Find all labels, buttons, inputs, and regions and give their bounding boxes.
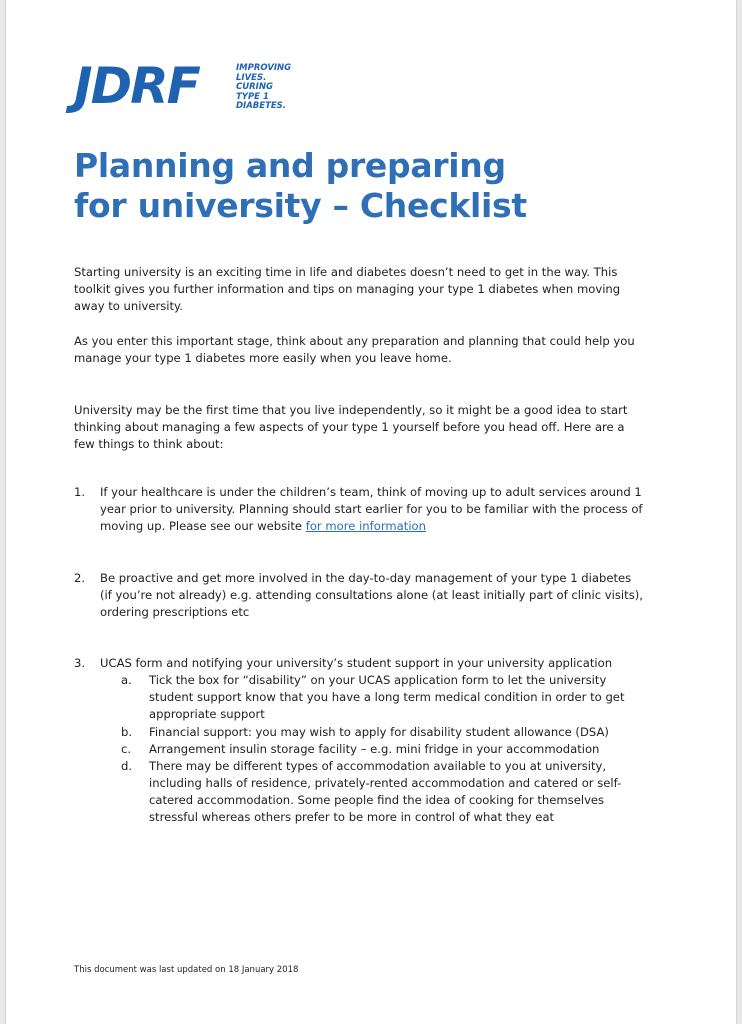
text-line: catered accommodation. Some people find the idea of cooking for themselves — [149, 793, 605, 807]
text-line: University may be the first time that you live independently, so it might be a good idea to start — [74, 403, 628, 417]
item-letter: b. — [121, 725, 133, 739]
sub-list-item — [121, 741, 661, 758]
page-title — [74, 146, 527, 226]
item-number: 1. — [74, 485, 86, 499]
tagline-line: TYPE 1 — [236, 91, 269, 102]
item-letter: d. — [121, 759, 133, 773]
text-line: UCAS form and notifying your university’s student support in your university application — [100, 656, 613, 670]
list-item — [74, 484, 674, 535]
tagline-line: DIABETES. — [236, 101, 287, 112]
item-number: 2. — [74, 571, 86, 585]
text-line: Tick the box for “disability” on your UCAS application form to let the university — [149, 673, 607, 687]
logo-tagline — [236, 64, 291, 112]
text-line: ordering prescriptions etc — [100, 605, 250, 619]
text-line: manage your type 1 diabetes more easily when you leave home. — [74, 351, 452, 365]
tagline-line: IMPROVING — [236, 63, 292, 73]
list-item — [74, 655, 674, 672]
text-line: (if you’re not already) e.g. attending consultations alone (at least initially part of clinic visits), — [100, 588, 643, 602]
tagline-line: CURING — [236, 82, 273, 93]
text-line: Arrangement insulin storage facility – e.g. mini fridge in your accommodation — [149, 742, 600, 756]
item-letter: c. — [121, 742, 132, 756]
text-line — [100, 518, 674, 535]
text-line: As you enter this important stage, think about any preparation and planning that could help you — [74, 334, 635, 348]
sub-list-item — [121, 758, 661, 826]
item-letter: a. — [121, 673, 132, 687]
text-line: There may be different types of accommodation available to you at university, — [149, 759, 607, 773]
text-line: away to university. — [74, 299, 183, 313]
text-line: appropriate support — [149, 707, 265, 721]
intro-paragraph — [74, 264, 674, 315]
title-line: for university – Checklist — [74, 186, 527, 225]
text-line: including halls of residence, privately-rented accommodation and catered or self- — [149, 776, 622, 790]
list-item — [74, 570, 674, 621]
text-line: student support know that you have a long term medical condition in order to get — [149, 690, 625, 704]
text-line: stressful whereas others prefer to be more in control of what they eat — [149, 810, 555, 824]
text-line: thinking about managing a few aspects of your type 1 yourself before you head off. Here are a — [74, 420, 625, 434]
text-line: Starting university is an exciting time in life and diabetes doesn’t need to get in the way. This — [74, 265, 618, 279]
text-line: toolkit gives you further information and tips on managing your type 1 diabetes when moving — [74, 282, 621, 296]
document-page — [6, 0, 736, 1024]
last-updated-footer: This document was last updated on 18 January 2018 — [74, 965, 299, 975]
tagline-line: LIVES. — [236, 72, 267, 83]
logo-wordmark: JDRF — [74, 57, 199, 115]
sub-list-item — [121, 672, 661, 723]
text-line: few things to think about: — [74, 437, 224, 451]
text-line: If your healthcare is under the children’s team, think of moving up to adult services around 1 — [100, 485, 642, 499]
title-line: Planning and preparing — [74, 146, 506, 185]
text-line: Financial support: you may wish to apply for disability student allowance (DSA) — [149, 725, 609, 739]
item-number: 3. — [74, 656, 86, 670]
independence-paragraph — [74, 402, 674, 453]
sub-list-item — [121, 724, 661, 741]
more-information-link[interactable]: for more information — [305, 519, 426, 533]
text-fragment: moving up. Please see our website — [100, 519, 306, 533]
planning-paragraph — [74, 333, 674, 367]
jdrf-logo — [74, 58, 304, 118]
text-line: year prior to university. Planning should start earlier for you to be familiar with the process of — [100, 502, 643, 516]
text-line: Be proactive and get more involved in the day-to-day management of your type 1 diabetes — [100, 571, 632, 585]
